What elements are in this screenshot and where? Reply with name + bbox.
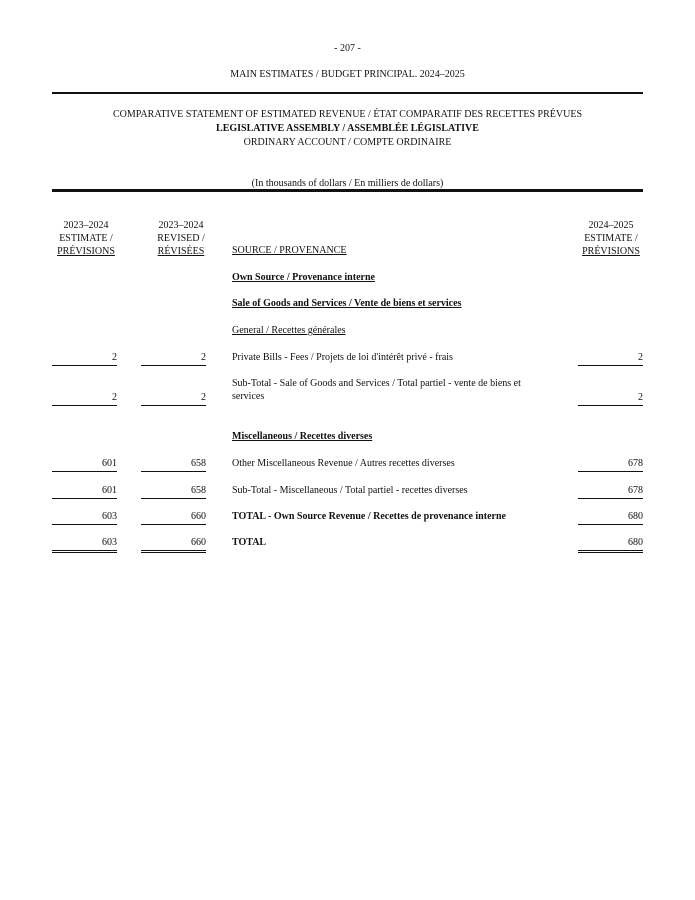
column-label: PRÉVISIONS (582, 246, 640, 257)
column-year: 2023–2024 (63, 220, 109, 231)
section-general: General / Recettes générales (232, 325, 346, 336)
table-cell-estimate-2023: 603 (52, 536, 117, 553)
account-title: ORDINARY ACCOUNT / COMPTE ORDINAIRE (243, 137, 452, 148)
column-header-estimate-2024 (566, 219, 656, 258)
table-cell-estimate-2024: 678 (578, 484, 643, 499)
column-header-estimate-2023 (41, 219, 131, 258)
section-miscellaneous: Miscellaneous / Recettes diverses (232, 431, 373, 442)
page-number: - 207 - (334, 43, 361, 54)
table-cell-estimate-2023: 2 (52, 391, 117, 406)
column-year: 2023–2024 (158, 220, 204, 231)
table-row-description: Sub-Total - Miscellaneous / Total partiel - recettes diverses (232, 485, 468, 496)
column-label: REVISED / (157, 233, 205, 244)
units-note: (In thousands of dollars / En milliers de dollars) (251, 178, 444, 189)
table-cell-estimate-2023: 601 (52, 484, 117, 499)
table-cell-revised-2023: 660 (141, 536, 206, 553)
column-label: PRÉVISIONS (57, 246, 115, 257)
column-label: RÉVISÉES (157, 246, 205, 257)
department-title: LEGISLATIVE ASSEMBLY / ASSEMBLÉE LÉGISLATIVE (216, 123, 479, 134)
table-cell-estimate-2024: 678 (578, 457, 643, 472)
table-cell-estimate-2024: 680 (578, 510, 643, 525)
table-cell-estimate-2024: 2 (578, 351, 643, 366)
statement-title: COMPARATIVE STATEMENT OF ESTIMATED REVENUE / ÉTAT COMPARATIF DES RECETTES PRÉVUES (113, 109, 582, 120)
table-cell-revised-2023: 658 (141, 484, 206, 499)
document-header: MAIN ESTIMATES / BUDGET PRINCIPAL. 2024–2025 (230, 69, 465, 80)
table-row-description: TOTAL (232, 537, 267, 548)
units-rule (52, 189, 643, 192)
section-own-source: Own Source / Provenance interne (232, 272, 375, 283)
column-year: 2024–2025 (588, 220, 634, 231)
column-label: ESTIMATE / (59, 233, 113, 244)
column-label: ESTIMATE / (584, 233, 638, 244)
table-cell-estimate-2023: 601 (52, 457, 117, 472)
section-sale-goods: Sale of Goods and Services / Vente de biens et services (232, 298, 462, 309)
table-cell-revised-2023: 2 (141, 391, 206, 406)
table-cell-revised-2023: 658 (141, 457, 206, 472)
table-row-description: TOTAL - Own Source Revenue / Recettes de provenance interne (232, 511, 506, 522)
table-cell-estimate-2024: 2 (578, 391, 643, 406)
table-cell-revised-2023: 660 (141, 510, 206, 525)
table-cell-estimate-2023: 603 (52, 510, 117, 525)
table-cell-estimate-2024: 680 (578, 536, 643, 553)
column-header-revised-2023 (136, 219, 226, 258)
header-rule (52, 92, 643, 94)
table-row-description: Private Bills - Fees / Projets de loi d'intérêt privé - frais (232, 352, 453, 363)
table-row-description: Other Miscellaneous Revenue / Autres recettes diverses (232, 458, 455, 469)
table-cell-revised-2023: 2 (141, 351, 206, 366)
table-cell-estimate-2023: 2 (52, 351, 117, 366)
table-row-description: Sub-Total - Sale of Goods and Services / Total partiel - vente de biens et services (232, 378, 521, 402)
column-header-source: SOURCE / PROVENANCE (232, 245, 347, 256)
